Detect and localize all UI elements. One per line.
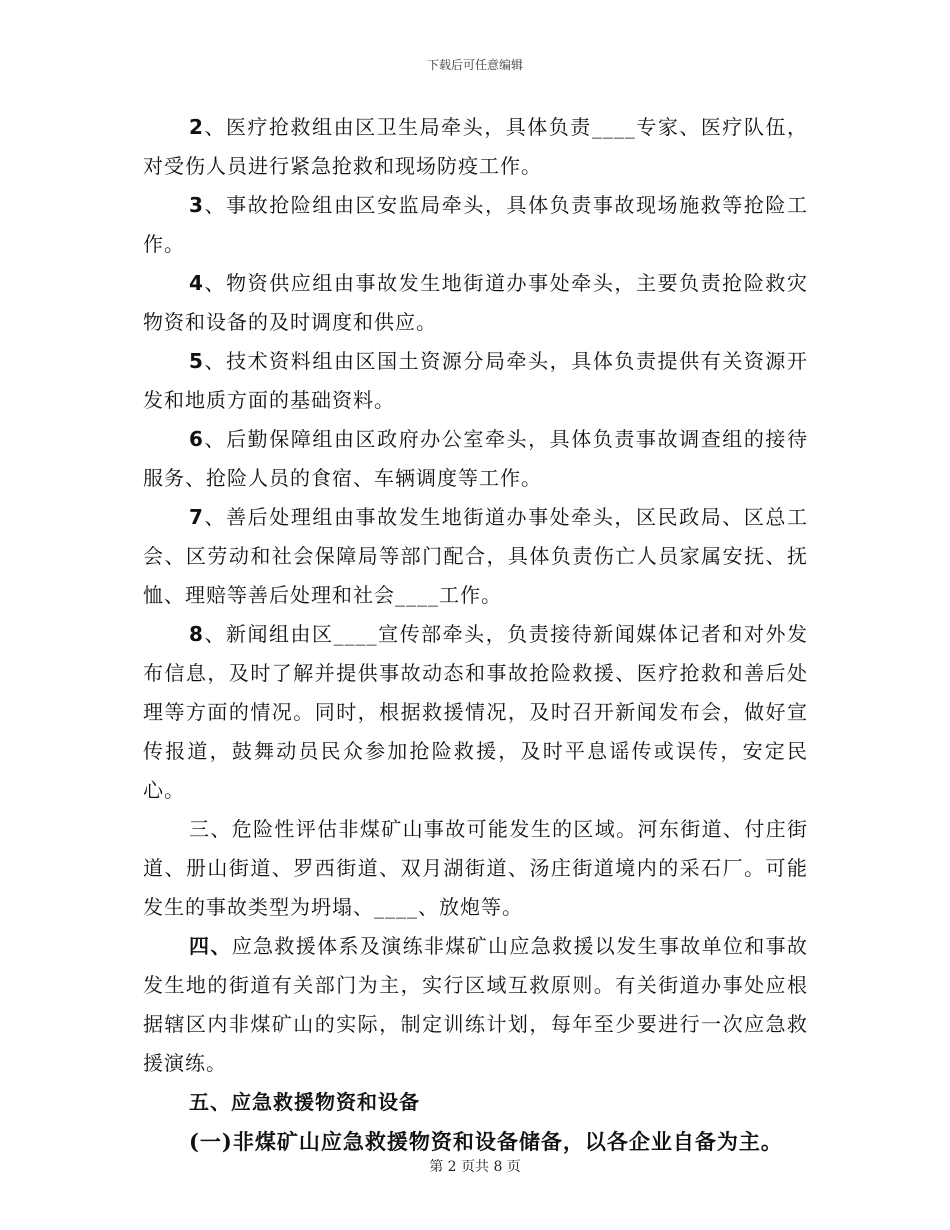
- item-number: 4: [189, 271, 204, 295]
- page-header: 下载后可任意编辑: [426, 58, 523, 72]
- paragraph-text: 、医疗抢救组由区卫生局牵头，具体负责____专家、医疗队伍，对受伤人员进行紧急抢救和现场防疫工作。: [143, 115, 808, 178]
- paragraph-item-3: [143, 186, 808, 264]
- paragraph-text: 、后勤保障组由区政府办公室牵头，具体负责事故调查组的接待服务、抢险人员的食宿、车辆调度等工作。: [143, 427, 808, 490]
- paragraph-item-8: [143, 615, 808, 810]
- paragraph-text: 、技术资料组由区国土资源分局牵头，具体负责提供有关资源开发和地质方面的基础资料。: [143, 349, 808, 412]
- page-footer: 第 2 页共 8 页: [429, 1159, 521, 1175]
- paragraph-text: 、事故抢险组由区安监局牵头，具体负责事故现场施救等抢险工作。: [143, 193, 808, 256]
- item-number: 2: [189, 115, 204, 139]
- item-number: 6: [189, 427, 204, 451]
- paragraph-item-5: [143, 342, 808, 420]
- item-number: 7: [189, 505, 204, 529]
- section-5-heading: 五、应急救援物资和设备: [189, 1090, 420, 1114]
- paragraph-text: 、善后处理组由事故发生地街道办事处牵头，区民政局、区总工会、区劳动和社会保障局等部门配合，具体负责伤亡人员家属安抚、抚恤、理赔等善后处理和社会____工作。: [143, 505, 808, 607]
- paragraph-item-4: [143, 264, 808, 342]
- document-body: [143, 108, 808, 1162]
- item-number: 5: [189, 349, 204, 373]
- section-4-text: 应急救援体系及演练非煤矿山应急救援以发生事故单位和事故发生地的街道有关部门为主，实行区域互救原则。有关街道办事处应根据辖区内非煤矿山的实际，制定训练计划，每年至少要进行一次应急救援演练。: [143, 934, 809, 1075]
- section-5-subheading: (一)非煤矿山应急救援物资和设备储备，以各企业自备为主。: [189, 1129, 783, 1154]
- paragraph-text: 、新闻组由区____宣传部牵头，负责接待新闻媒体记者和对外发布信息，及时了解并提供事故动态和事故抢险救援、医疗抢救和善后处理等方面的情况。同时，根据救援情况，及时召开新闻发布会，做好宣传报道，鼓舞动员民众参加抢险救援，及时平息谣传或误传，安定民心。: [143, 622, 808, 802]
- section-4-lead: 四、: [189, 934, 232, 958]
- section-3-paragraph: 三、危险性评估非煤矿山事故可能发生的区域。河东街道、付庄街道、册山街道、罗西街道、双月湖街道、汤庄街道境内的采石厂。可能发生的事故类型为坍塌、____、放炮等。: [143, 817, 808, 919]
- paragraph-item-7: [143, 498, 808, 615]
- paragraph-text: 、物资供应组由事故发生地街道办事处牵头，主要负责抢险救灾物资和设备的及时调度和供应。: [143, 271, 808, 334]
- item-number: 8: [189, 622, 204, 646]
- paragraph-item-2: [143, 108, 808, 186]
- section-4-paragraph: [143, 927, 808, 1083]
- paragraph-item-6: [143, 420, 808, 498]
- item-number: 3: [189, 193, 204, 217]
